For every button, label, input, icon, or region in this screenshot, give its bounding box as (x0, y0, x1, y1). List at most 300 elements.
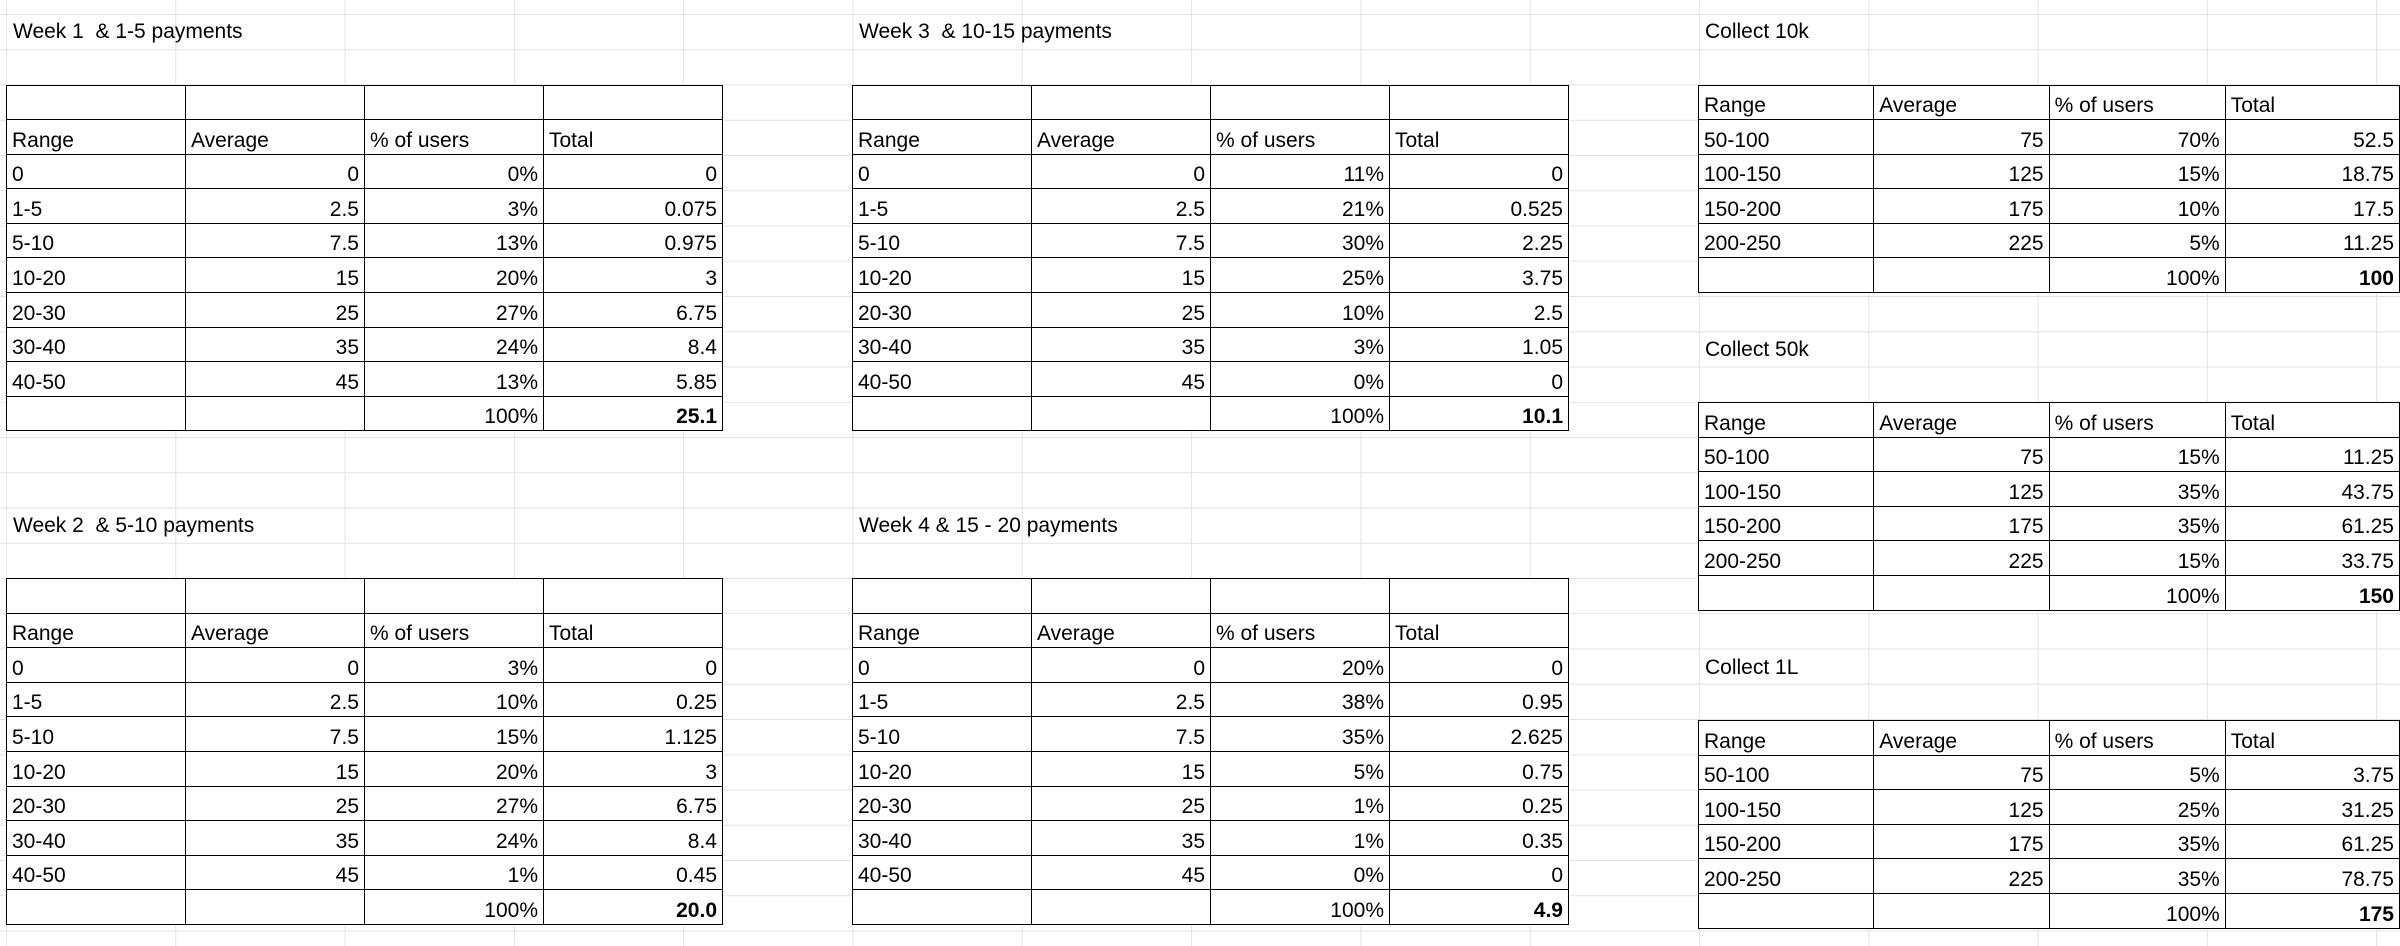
cell[interactable]: 40-50 (853, 855, 1032, 890)
cell[interactable]: 27% (365, 786, 544, 821)
cell[interactable] (365, 579, 544, 614)
cell[interactable]: 0.525 (1390, 189, 1569, 224)
column-header[interactable]: Average (1032, 120, 1211, 155)
cell[interactable]: 15% (2049, 154, 2225, 189)
cell[interactable]: 1% (365, 855, 544, 890)
cell[interactable]: 20-30 (7, 293, 186, 328)
cell[interactable]: 45 (1032, 855, 1211, 890)
cell[interactable]: 150-200 (1699, 506, 1874, 541)
block-title: Collect 1L (1705, 656, 1799, 679)
cell[interactable]: 0 (1032, 154, 1211, 189)
table-row (7, 717, 723, 752)
cell[interactable]: 35% (2049, 506, 2225, 541)
block-title: Week 1 & 1-5 payments (13, 20, 243, 43)
cell[interactable]: 30-40 (853, 327, 1032, 362)
column-header[interactable]: Range (1699, 85, 1874, 120)
cell[interactable]: 175 (1874, 824, 2049, 859)
block-title: Week 2 & 5-10 payments (13, 514, 255, 537)
cell[interactable]: 5% (1211, 751, 1390, 786)
cell[interactable] (853, 579, 1032, 614)
table-header-row (853, 120, 1569, 155)
column-header[interactable]: Total (2225, 403, 2399, 438)
cell[interactable]: 20-30 (7, 786, 186, 821)
table-row (853, 648, 1569, 683)
total-percent-cell[interactable]: 100% (1211, 396, 1390, 431)
cell[interactable]: 175 (1874, 506, 2049, 541)
cell[interactable]: 70% (2049, 120, 2225, 155)
table-row (1699, 223, 2400, 258)
cell[interactable]: 0.075 (544, 189, 723, 224)
cell[interactable]: 15% (2049, 437, 2225, 472)
table-row (7, 293, 723, 328)
cell[interactable]: 11.25 (2225, 223, 2399, 258)
cell[interactable]: 100-150 (1699, 154, 1874, 189)
cell[interactable]: 125 (1874, 154, 2049, 189)
cell[interactable]: 15 (1032, 258, 1211, 293)
cell[interactable]: 100-150 (1699, 790, 1874, 825)
cell[interactable] (853, 85, 1032, 120)
table-row (7, 223, 723, 258)
column-header[interactable]: Average (186, 613, 365, 648)
cell[interactable]: 10-20 (853, 751, 1032, 786)
cell[interactable]: 25 (186, 293, 365, 328)
cell[interactable]: 50-100 (1699, 755, 1874, 790)
cell[interactable]: 50-100 (1699, 437, 1874, 472)
cell[interactable] (186, 85, 365, 120)
cell[interactable]: 40-50 (7, 362, 186, 397)
cell[interactable]: 45 (1032, 362, 1211, 397)
cell[interactable]: 2.5 (1032, 682, 1211, 717)
cell[interactable]: 75 (1874, 437, 2049, 472)
table-total-row (1699, 575, 2400, 610)
cell[interactable]: 125 (1874, 790, 2049, 825)
table-row-blank (853, 85, 1569, 120)
table-row (853, 717, 1569, 752)
cell[interactable]: 125 (1874, 472, 2049, 507)
table-row (853, 154, 1569, 189)
cell[interactable]: 45 (186, 362, 365, 397)
cell[interactable]: 10-20 (853, 258, 1032, 293)
cell[interactable]: 3.75 (2225, 755, 2399, 790)
column-header[interactable]: Average (1874, 85, 2049, 120)
cell[interactable]: 0.975 (544, 223, 723, 258)
grand-total-cell[interactable]: 100 (2225, 258, 2399, 293)
cell[interactable]: 35 (1032, 327, 1211, 362)
table-header-row (1699, 85, 2400, 120)
table-header-row (7, 120, 723, 155)
cell[interactable]: 20-30 (853, 293, 1032, 328)
table-row-blank (7, 85, 723, 120)
table-row (853, 786, 1569, 821)
cell[interactable]: 0 (1032, 648, 1211, 683)
cell[interactable]: 40-50 (853, 362, 1032, 397)
column-header[interactable]: Average (1874, 403, 2049, 438)
table-row (7, 786, 723, 821)
cell[interactable]: 20-30 (853, 786, 1032, 821)
cell[interactable]: 0.75 (1390, 751, 1569, 786)
cell[interactable]: 225 (1874, 223, 2049, 258)
table-row (1699, 120, 2400, 155)
table-week-1 (6, 85, 723, 432)
table-row (7, 327, 723, 362)
table-row (7, 362, 723, 397)
cell[interactable] (7, 396, 186, 431)
column-header[interactable]: Total (2225, 85, 2399, 120)
total-percent-cell[interactable]: 100% (2049, 893, 2225, 928)
cell[interactable]: 5-10 (7, 717, 186, 752)
cell[interactable]: 0.95 (1390, 682, 1569, 717)
cell[interactable]: 7.5 (1032, 717, 1211, 752)
cell[interactable] (1032, 85, 1211, 120)
cell[interactable]: 24% (365, 821, 544, 856)
cell[interactable]: 225 (1874, 541, 2049, 576)
cell[interactable]: 5% (2049, 755, 2225, 790)
block-title: Week 3 & 10-15 payments (859, 20, 1112, 43)
cell[interactable]: 1% (1211, 821, 1390, 856)
cell[interactable]: 150-200 (1699, 189, 1874, 224)
table-row (853, 223, 1569, 258)
cell[interactable]: 3 (544, 258, 723, 293)
cell[interactable]: 0.45 (544, 855, 723, 890)
cell[interactable]: 43.75 (2225, 472, 2399, 507)
grand-total-cell[interactable]: 175 (2225, 893, 2399, 928)
cell[interactable] (186, 579, 365, 614)
column-header[interactable]: Range (7, 613, 186, 648)
cell[interactable] (1032, 579, 1211, 614)
table-row (1699, 790, 2400, 825)
cell[interactable]: 3 (544, 751, 723, 786)
column-header[interactable]: % of users (365, 613, 544, 648)
cell[interactable]: 15 (186, 258, 365, 293)
table-header-row (7, 613, 723, 648)
cell[interactable]: 10% (1211, 293, 1390, 328)
cell[interactable] (1390, 85, 1569, 120)
cell[interactable] (186, 396, 365, 431)
table-row (1699, 824, 2400, 859)
table-row (1699, 859, 2400, 894)
cell[interactable]: 0 (853, 154, 1032, 189)
cell[interactable]: 0 (7, 648, 186, 683)
cell[interactable]: 2.5 (186, 682, 365, 717)
cell[interactable]: 5.85 (544, 362, 723, 397)
table-week-4 (852, 578, 1569, 925)
column-header[interactable]: Average (186, 120, 365, 155)
cell[interactable]: 1.05 (1390, 327, 1569, 362)
cell[interactable]: 1% (1211, 786, 1390, 821)
cell[interactable]: 10% (365, 682, 544, 717)
cell[interactable]: 1.125 (544, 717, 723, 752)
cell[interactable]: 10-20 (7, 751, 186, 786)
cell[interactable]: 0 (1390, 154, 1569, 189)
cell[interactable]: 200-250 (1699, 223, 1874, 258)
cell[interactable]: 25% (1211, 258, 1390, 293)
cell[interactable]: 5% (2049, 223, 2225, 258)
column-header[interactable]: Average (1874, 721, 2049, 756)
cell[interactable]: 30-40 (853, 821, 1032, 856)
cell[interactable]: 1-5 (7, 682, 186, 717)
cell[interactable]: 30% (1211, 223, 1390, 258)
cell[interactable]: 0 (1390, 648, 1569, 683)
block-title: Collect 50k (1705, 338, 1809, 361)
column-header[interactable]: Total (1390, 120, 1569, 155)
grand-total-cell[interactable]: 150 (2225, 575, 2399, 610)
cell[interactable]: 1-5 (7, 189, 186, 224)
table-total-row (853, 890, 1569, 925)
column-header[interactable]: % of users (365, 120, 544, 155)
cell[interactable]: 25 (186, 786, 365, 821)
table-row (853, 682, 1569, 717)
table-row (7, 682, 723, 717)
cell[interactable]: 175 (1874, 189, 2049, 224)
cell[interactable] (1699, 258, 1874, 293)
cell[interactable]: 0% (1211, 855, 1390, 890)
cell[interactable]: 5-10 (7, 223, 186, 258)
table-total-row (1699, 258, 2400, 293)
cell[interactable]: 13% (365, 223, 544, 258)
cell[interactable]: 0 (1390, 362, 1569, 397)
cell[interactable]: 25% (2049, 790, 2225, 825)
cell[interactable]: 3% (1211, 327, 1390, 362)
cell[interactable] (186, 890, 365, 925)
cell[interactable]: 21% (1211, 189, 1390, 224)
column-header[interactable]: % of users (2049, 721, 2225, 756)
cell[interactable]: 3% (365, 648, 544, 683)
column-header[interactable]: % of users (1211, 120, 1390, 155)
column-header[interactable]: Average (1032, 613, 1211, 648)
cell[interactable]: 5-10 (853, 223, 1032, 258)
table-row (7, 189, 723, 224)
cell[interactable]: 2.25 (1390, 223, 1569, 258)
cell[interactable]: 0 (853, 648, 1032, 683)
block-title: Week 4 & 15 - 20 payments (859, 514, 1118, 537)
table-total-row (1699, 893, 2400, 928)
cell[interactable]: 30-40 (7, 327, 186, 362)
table-total-row (7, 890, 723, 925)
cell[interactable] (1211, 85, 1390, 120)
cell[interactable]: 2.5 (1390, 293, 1569, 328)
cell[interactable]: 0.25 (1390, 786, 1569, 821)
cell[interactable] (1390, 579, 1569, 614)
table-row (853, 189, 1569, 224)
table-row (7, 855, 723, 890)
table-row (7, 154, 723, 189)
table-week-2 (6, 578, 723, 925)
grand-total-cell[interactable]: 10.1 (1390, 396, 1569, 431)
cell[interactable]: 45 (186, 855, 365, 890)
cell[interactable]: 0 (186, 648, 365, 683)
cell[interactable]: 31.25 (2225, 790, 2399, 825)
total-percent-cell[interactable]: 100% (365, 890, 544, 925)
column-header[interactable]: Range (853, 120, 1032, 155)
cell[interactable]: 27% (365, 293, 544, 328)
table-row (853, 362, 1569, 397)
cell[interactable]: 0% (1211, 362, 1390, 397)
column-header[interactable]: Total (544, 120, 723, 155)
cell[interactable] (544, 579, 723, 614)
cell[interactable]: 0 (544, 154, 723, 189)
total-percent-cell[interactable]: 100% (365, 396, 544, 431)
table-row-blank (853, 579, 1569, 614)
cell[interactable]: 2.5 (186, 189, 365, 224)
table-row (853, 327, 1569, 362)
cell[interactable]: 75 (1874, 755, 2049, 790)
cell[interactable]: 0 (186, 154, 365, 189)
cell[interactable]: 20% (365, 751, 544, 786)
grand-total-cell[interactable]: 20.0 (544, 890, 723, 925)
cell[interactable]: 38% (1211, 682, 1390, 717)
table-collect-50k (1698, 402, 2400, 611)
table-header-row (1699, 403, 2400, 438)
cell[interactable]: 35% (2049, 824, 2225, 859)
cell[interactable] (544, 85, 723, 120)
cell[interactable] (1874, 575, 2049, 610)
cell[interactable]: 1-5 (853, 189, 1032, 224)
cell[interactable] (1211, 579, 1390, 614)
block-title: Collect 10k (1705, 20, 1809, 43)
cell[interactable]: 35 (186, 327, 365, 362)
table-week-3 (852, 85, 1569, 432)
cell[interactable]: 8.4 (544, 327, 723, 362)
column-header[interactable]: Range (853, 613, 1032, 648)
cell[interactable]: 150-200 (1699, 824, 1874, 859)
cell[interactable]: 52.5 (2225, 120, 2399, 155)
cell[interactable]: 6.75 (544, 786, 723, 821)
cell[interactable]: 35% (2049, 859, 2225, 894)
column-header[interactable]: Total (544, 613, 723, 648)
cell[interactable]: 11.25 (2225, 437, 2399, 472)
cell[interactable]: 33.75 (2225, 541, 2399, 576)
table-row (7, 751, 723, 786)
table-row (1699, 154, 2400, 189)
table-row (853, 821, 1569, 856)
cell[interactable]: 10% (2049, 189, 2225, 224)
column-header[interactable]: Range (1699, 721, 1874, 756)
cell[interactable]: 61.25 (2225, 824, 2399, 859)
cell[interactable]: 0 (1390, 855, 1569, 890)
cell[interactable] (7, 579, 186, 614)
cell[interactable] (7, 85, 186, 120)
cell[interactable]: 50-100 (1699, 120, 1874, 155)
table-total-row (853, 396, 1569, 431)
cell[interactable]: 35 (1032, 821, 1211, 856)
cell[interactable]: 15% (2049, 541, 2225, 576)
cell[interactable]: 15 (186, 751, 365, 786)
table-row (7, 821, 723, 856)
cell[interactable]: 100-150 (1699, 472, 1874, 507)
cell[interactable]: 24% (365, 327, 544, 362)
cell[interactable]: 2.625 (1390, 717, 1569, 752)
table-row-blank (7, 579, 723, 614)
cell[interactable]: 11% (1211, 154, 1390, 189)
cell[interactable] (1699, 575, 1874, 610)
cell[interactable]: 61.25 (2225, 506, 2399, 541)
cell[interactable]: 225 (1874, 859, 2049, 894)
cell[interactable]: 13% (365, 362, 544, 397)
cell[interactable]: 10-20 (7, 258, 186, 293)
total-percent-cell[interactable]: 100% (2049, 575, 2225, 610)
cell[interactable] (1699, 893, 1874, 928)
cell[interactable]: 40-50 (7, 855, 186, 890)
cell[interactable] (853, 396, 1032, 431)
cell[interactable]: 25 (1032, 293, 1211, 328)
cell[interactable]: 1-5 (853, 682, 1032, 717)
cell[interactable]: 2.5 (1032, 189, 1211, 224)
cell[interactable] (7, 890, 186, 925)
table-total-row (7, 396, 723, 431)
column-header[interactable]: % of users (1211, 613, 1390, 648)
table-row (1699, 437, 2400, 472)
cell[interactable]: 15% (365, 717, 544, 752)
cell[interactable]: 15 (1032, 751, 1211, 786)
cell[interactable]: 35 (186, 821, 365, 856)
table-collect-10k (1698, 85, 2400, 294)
table-row (1699, 472, 2400, 507)
column-header[interactable]: Range (7, 120, 186, 155)
cell[interactable]: 17.5 (2225, 189, 2399, 224)
column-header[interactable]: Range (1699, 403, 1874, 438)
cell[interactable]: 30-40 (7, 821, 186, 856)
cell[interactable]: 7.5 (1032, 223, 1211, 258)
table-header-row (1699, 721, 2400, 756)
table-row (1699, 506, 2400, 541)
table-row (1699, 541, 2400, 576)
table-row (853, 751, 1569, 786)
table-row (853, 855, 1569, 890)
cell[interactable] (853, 890, 1032, 925)
cell[interactable]: 20% (365, 258, 544, 293)
cell[interactable]: 7.5 (186, 223, 365, 258)
cell[interactable]: 6.75 (544, 293, 723, 328)
cell[interactable]: 3% (365, 189, 544, 224)
cell[interactable]: 0.25 (544, 682, 723, 717)
cell[interactable]: 0.35 (1390, 821, 1569, 856)
total-percent-cell[interactable]: 100% (1211, 890, 1390, 925)
cell[interactable]: 75 (1874, 120, 2049, 155)
table-row (853, 258, 1569, 293)
cell[interactable]: 35% (1211, 717, 1390, 752)
cell[interactable]: 78.75 (2225, 859, 2399, 894)
cell[interactable] (1032, 396, 1211, 431)
cell[interactable] (365, 85, 544, 120)
cell[interactable]: 8.4 (544, 821, 723, 856)
cell[interactable]: 0% (365, 154, 544, 189)
cell[interactable] (1874, 258, 2049, 293)
column-header[interactable]: Total (2225, 721, 2399, 756)
cell[interactable]: 25 (1032, 786, 1211, 821)
cell[interactable] (1032, 890, 1211, 925)
cell[interactable] (1874, 893, 2049, 928)
cell[interactable]: 20% (1211, 648, 1390, 683)
cell[interactable]: 5-10 (853, 717, 1032, 752)
cell[interactable]: 0 (544, 648, 723, 683)
table-header-row (853, 613, 1569, 648)
cell[interactable]: 18.75 (2225, 154, 2399, 189)
cell[interactable]: 200-250 (1699, 859, 1874, 894)
column-header[interactable]: % of users (2049, 403, 2225, 438)
column-header[interactable]: Total (1390, 613, 1569, 648)
cell[interactable]: 7.5 (186, 717, 365, 752)
grand-total-cell[interactable]: 4.9 (1390, 890, 1569, 925)
table-row (7, 648, 723, 683)
cell[interactable]: 35% (2049, 472, 2225, 507)
grand-total-cell[interactable]: 25.1 (544, 396, 723, 431)
table-row (1699, 755, 2400, 790)
cell[interactable]: 3.75 (1390, 258, 1569, 293)
total-percent-cell[interactable]: 100% (2049, 258, 2225, 293)
column-header[interactable]: % of users (2049, 85, 2225, 120)
cell[interactable]: 0 (7, 154, 186, 189)
cell[interactable]: 200-250 (1699, 541, 1874, 576)
